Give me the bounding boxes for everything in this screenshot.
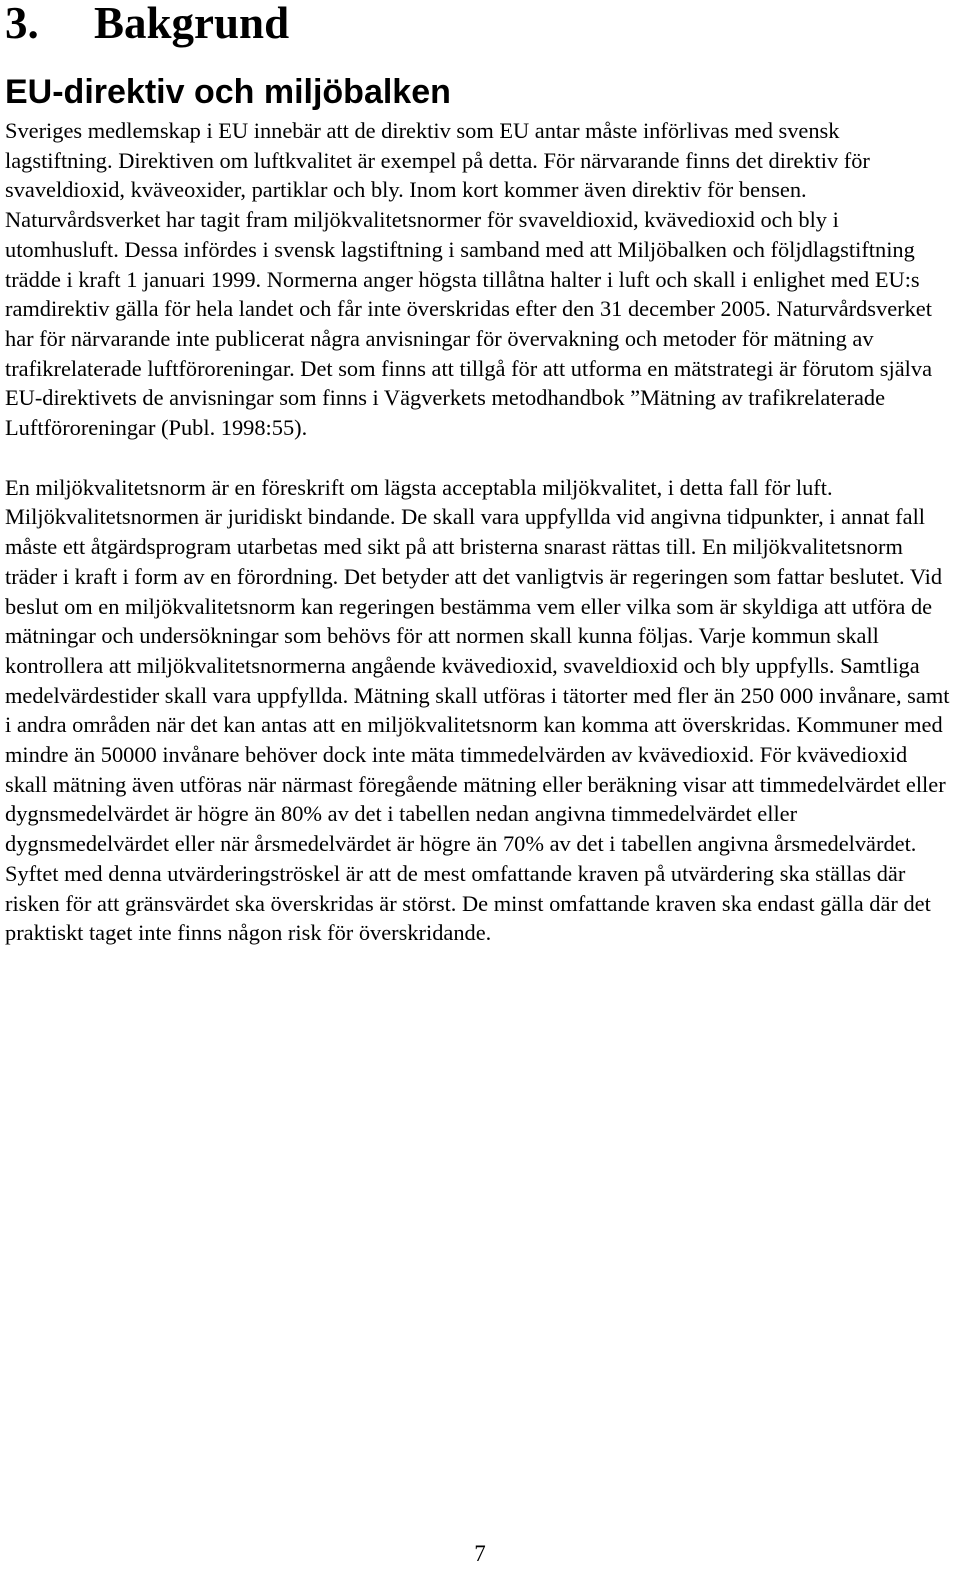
page-number: 7	[474, 1541, 486, 1566]
body-paragraph: Sveriges medlemskap i EU innebär att de direktiv som EU antar måste införlivas med svensk lagstiftning. Direktiven om luftkvalitet är exempel på detta. För närvarande finns det direktiv för svaveldioxid, kväveoxider, partiklar och bly. Inom kort kommer även direktiv för bensen. Naturvårdsverket har tagit fram miljökvalitetsnormer för svaveldioxid, kvävedioxid och bly i utomhusluft. Dessa infördes i svensk lagstiftning i samband med att Miljöbalken och följdlagstiftning trädde i kraft 1 januari 1999. Normerna anger högsta tillåtna halter i luft och skall i enlighet med EU:s ramdirektiv gälla för hela landet och får inte överskridas efter den 31 december 2005. Naturvårdsverket har för närvarande inte publicerat några anvisningar för övervakning och metoder för mätning av trafikrelaterade luftföroreningar. Det som finns att tillgå för att utforma en mätstrategi är förutom själva EU-direktivets de anvisningar som finns i Vägverkets metodhandbok ”Mätning av trafikrelaterade Luftföroreningar (Publ. 1998:55).	[5, 118, 933, 441]
section-title: EU-direktiv och miljöbalken	[5, 73, 451, 111]
chapter-heading	[5, 0, 950, 46]
chapter-title: Bakgrund	[94, 0, 290, 48]
chapter-number: 3.	[5, 0, 39, 48]
body-paragraph: En miljökvalitetsnorm är en föreskrift om lägsta acceptabla miljökvalitet, i detta fall för luft. Miljökvalitetsnormen är juridiskt bindande. De skall vara uppfyllda vid angivna tidpunkter, i annat fall måste ett åtgärdsprogram utarbetas med sikt på att bristerna snarast rättas till. En miljökvalitetsnorm träder i kraft i form av en förordning. Det betyder att det vanligtvis är regeringen som fattar beslutet. Vid beslut om en miljökvalitetsnorm kan regeringen bestämma vem eller vilka som är skyldiga att utföra de mätningar och undersökningar som behövs för att normen skall kunna följas. Varje kommun skall kontrollera att miljökvalitetsnormerna angående kvävedioxid, svaveldioxid och bly uppfylls. Samtliga medelvärdestider skall vara uppfyllda. Mätning skall utföras i tätorter med fler än 250 000 invånare, samt i andra områden när det kan antas att en miljökvalitetsnorm kan komma att överskridas. Kommuner med mindre än 50000 invånare behöver dock inte mäta timmedelvärden av kvävedioxid. För kvävedioxid skall mätning även utföras när närmast föregående mätning eller beräkning visar att timmedelvärdet eller dygnsmedelvärdet är högre än 80% av det i tabellen nedan angivna timmedelvärdet eller dygnsmedelvärdet eller när årsmedelvärdet är högre än 70% av det i tabellen angivna årsmedelvärdet. Syftet med denna utvärderingströskel är att de mest omfattande kraven på utvärdering ska ställas där risken för att gränsvärdet ska överskridas är störst. De minst omfattande kraven ska endast gälla där det praktiskt taget inte finns någon risk för överskridande.	[5, 474, 950, 946]
